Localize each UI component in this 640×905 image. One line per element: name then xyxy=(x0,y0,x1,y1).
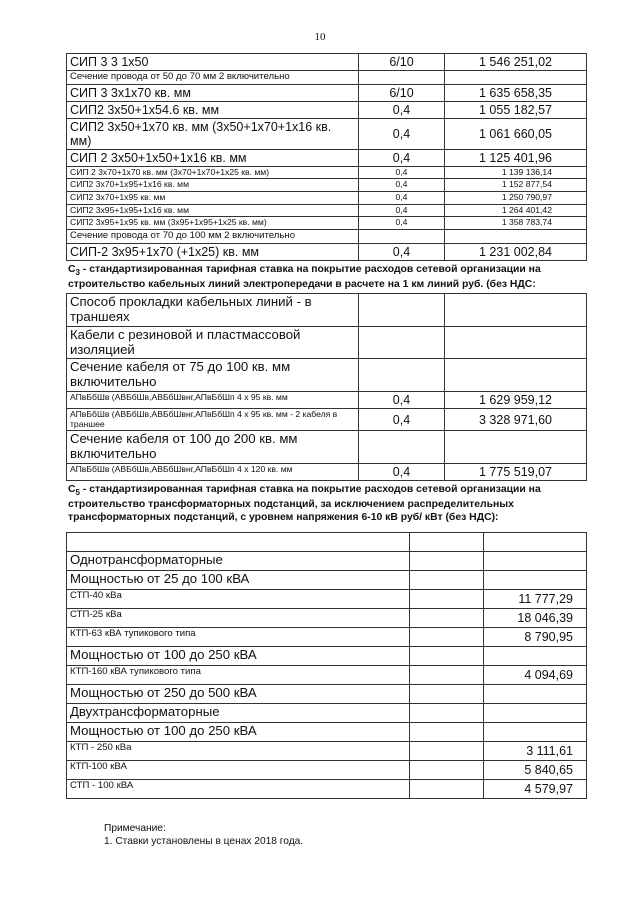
c3-text: - стандартизированная тарифная ставка на покрытие расходов сетевой организации на строительство кабельных линий электропередачи в расчете на 1 км линий руб. (без НДС: xyxy=(68,263,541,290)
item-name-cell: Мощностью от 250 до 500 кВА xyxy=(67,684,410,703)
voltage-cell xyxy=(359,359,445,392)
item-name-cell: Мощностью от 100 до 250 кВА xyxy=(67,722,410,741)
empty-cell xyxy=(410,665,484,684)
item-name-cell: КТП-63 кВА тупикового типа xyxy=(67,627,410,646)
price-cell xyxy=(484,532,587,551)
price-cell xyxy=(484,551,587,570)
price-cell: 1 231 002,84 xyxy=(445,243,587,260)
price-cell xyxy=(445,294,587,327)
price-cell xyxy=(484,703,587,722)
table-row xyxy=(67,391,587,408)
empty-cell xyxy=(410,684,484,703)
table-row xyxy=(67,326,587,359)
price-cell: 1 775 519,07 xyxy=(445,463,587,480)
table-row xyxy=(67,589,587,608)
item-name-cell: Двухтрансформаторные xyxy=(67,703,410,722)
item-name-cell: СТП-25 кВа xyxy=(67,608,410,627)
table-row xyxy=(67,294,587,327)
voltage-cell xyxy=(359,229,445,243)
table-row xyxy=(67,179,587,192)
item-name-cell: Сечение кабеля от 75 до 100 кв. мм включительно xyxy=(67,359,359,392)
voltage-cell: 0,4 xyxy=(359,243,445,260)
table-row xyxy=(67,722,587,741)
table-row xyxy=(67,779,587,798)
item-name-cell: СИП2 3х70+1х95+1х16 кв. мм xyxy=(67,179,359,192)
substation-table xyxy=(66,532,587,799)
table-row xyxy=(67,741,587,760)
item-name-cell: СИП 2 3х70+1х70 кв. мм (3х70+1х70+1х25 кв. мм) xyxy=(67,166,359,179)
empty-cell xyxy=(410,551,484,570)
empty-cell xyxy=(410,760,484,779)
price-cell: 4 579,97 xyxy=(484,779,587,798)
item-name-cell: СИП2 3х50+1х70 кв. мм (3х50+1х70+1х16 кв. мм) xyxy=(67,118,359,149)
item-name-cell: СИП-2 3х95+1х70 (+1х25) кв. мм xyxy=(67,243,359,260)
table-row xyxy=(67,54,587,71)
sip-wire-table xyxy=(66,53,587,261)
price-cell: 5 840,65 xyxy=(484,760,587,779)
empty-cell xyxy=(410,627,484,646)
footnote-title: Примечание: xyxy=(104,823,166,834)
price-cell: 1 546 251,02 xyxy=(445,54,587,71)
price-cell: 1 055 182,57 xyxy=(445,101,587,118)
empty-cell xyxy=(410,570,484,589)
table-row xyxy=(67,149,587,166)
table-row xyxy=(67,703,587,722)
table-row xyxy=(67,627,587,646)
table-row xyxy=(67,217,587,230)
empty-cell xyxy=(410,703,484,722)
table-row xyxy=(67,243,587,260)
c3-rate-description xyxy=(66,261,586,294)
price-cell: 1 152 877,54 xyxy=(445,179,587,192)
table-row xyxy=(67,359,587,392)
voltage-cell: 0,4 xyxy=(359,217,445,230)
empty-cell xyxy=(410,722,484,741)
page-number: 10 xyxy=(314,31,326,43)
empty-cell xyxy=(410,779,484,798)
price-cell: 1 358 783,74 xyxy=(445,217,587,230)
table-row xyxy=(67,204,587,217)
cable-line-table-body xyxy=(67,294,587,481)
c3-subscript: 3 xyxy=(75,267,80,277)
voltage-cell: 0,4 xyxy=(359,191,445,204)
item-name-cell: Кабели с резиновой и пластмассовой изоляцией xyxy=(67,326,359,359)
table-row xyxy=(67,431,587,464)
c5-symbol: С xyxy=(68,483,76,495)
price-cell xyxy=(445,326,587,359)
price-cell: 1 250 790,97 xyxy=(445,191,587,204)
price-cell xyxy=(484,684,587,703)
price-cell xyxy=(484,570,587,589)
item-name-cell: Мощностью от 25 до 100 кВА xyxy=(67,570,410,589)
voltage-cell xyxy=(359,431,445,464)
voltage-cell: 0,4 xyxy=(359,204,445,217)
item-name-cell: СТП - 100 кВА xyxy=(67,779,410,798)
table-row xyxy=(67,84,587,101)
item-name-cell: КТП-100 кВА xyxy=(67,760,410,779)
item-name-cell: КТП-160 кВА тупикового типа xyxy=(67,665,410,684)
table-row xyxy=(67,551,587,570)
item-name-cell: СИП 3 3х1х70 кв. мм xyxy=(67,84,359,101)
price-cell xyxy=(445,229,587,243)
item-name-cell: Сечение кабеля от 100 до 200 кв. мм включительно xyxy=(67,431,359,464)
price-cell: 1 264 401,42 xyxy=(445,204,587,217)
voltage-cell: 0,4 xyxy=(359,391,445,408)
voltage-cell: 0,4 xyxy=(359,408,445,430)
item-name-cell: Мощностью от 100 до 250 кВА xyxy=(67,646,410,665)
item-name-cell: СИП2 3х95+1х95 кв. мм (3х95+1х95+1х25 кв. мм) xyxy=(67,217,359,230)
substation-table-body xyxy=(67,532,587,798)
price-cell: 1 061 660,05 xyxy=(445,118,587,149)
price-cell: 3 111,61 xyxy=(484,741,587,760)
c3-symbol: С xyxy=(68,263,76,275)
price-cell: 1 629 959,12 xyxy=(445,391,587,408)
voltage-cell: 0,4 xyxy=(359,166,445,179)
price-cell xyxy=(445,359,587,392)
footnote xyxy=(104,822,303,849)
price-cell: 1 125 401,96 xyxy=(445,149,587,166)
voltage-cell: 0,4 xyxy=(359,118,445,149)
item-name-cell: КТП - 250 кВа xyxy=(67,741,410,760)
voltage-cell: 0,4 xyxy=(359,463,445,480)
item-name-cell: АПвБбШв (АВБбШв,АВБбШвнг,АПвБбШп 4 х 120 кв. мм xyxy=(67,463,359,480)
table-row xyxy=(67,166,587,179)
price-cell: 1 635 658,35 xyxy=(445,84,587,101)
table-row xyxy=(67,463,587,480)
price-cell xyxy=(484,722,587,741)
table-row xyxy=(67,118,587,149)
item-name-cell: СИП2 3х70+1х95 кв. мм xyxy=(67,191,359,204)
price-cell xyxy=(484,646,587,665)
item-name-cell: Сечение провода от 50 до 70 мм 2 включительно xyxy=(67,71,359,85)
empty-cell xyxy=(410,589,484,608)
item-name-cell: Сечение провода от 70 до 100 мм 2 включительно xyxy=(67,229,359,243)
section-note-row xyxy=(67,71,587,85)
item-name-cell: АПвБбШв (АВБбШв,АВБбШвнг,АПвБбШп 4 х 95 кв. мм xyxy=(67,391,359,408)
table-row xyxy=(67,684,587,703)
price-cell: 11 777,29 xyxy=(484,589,587,608)
empty-cell xyxy=(410,532,484,551)
price-cell: 8 790,95 xyxy=(484,627,587,646)
cable-line-table xyxy=(66,293,587,481)
price-cell: 18 046,39 xyxy=(484,608,587,627)
price-cell xyxy=(445,71,587,85)
table-row xyxy=(67,532,587,551)
table-row xyxy=(67,191,587,204)
voltage-cell: 0,4 xyxy=(359,149,445,166)
voltage-cell: 0,4 xyxy=(359,101,445,118)
item-name-cell: СИП2 3х50+1х54.6 кв. мм xyxy=(67,101,359,118)
table-row xyxy=(67,101,587,118)
table-row xyxy=(67,760,587,779)
c5-rate-description xyxy=(66,481,586,527)
item-name-cell: СИП 3 3 1х50 xyxy=(67,54,359,71)
item-name-cell: СИП 2 3х50+1х50+1х16 кв. мм xyxy=(67,149,359,166)
item-name-cell: СТП-40 кВа xyxy=(67,589,410,608)
item-name-cell: Однотрансформаторные xyxy=(67,551,410,570)
item-name-cell xyxy=(67,532,410,551)
item-name-cell: СИП2 3х95+1х95+1х16 кв. мм xyxy=(67,204,359,217)
item-name-cell: АПвБбШв (АВБбШв,АВБбШвнг,АПвБбШп 4 х 95 кв. мм - 2 кабеля в траншее xyxy=(67,408,359,430)
empty-cell xyxy=(410,646,484,665)
empty-cell xyxy=(410,741,484,760)
sip-wire-table-body xyxy=(67,54,587,261)
voltage-cell xyxy=(359,294,445,327)
voltage-cell xyxy=(359,71,445,85)
c5-subscript: 5 xyxy=(75,487,80,497)
price-cell xyxy=(445,431,587,464)
table-row xyxy=(67,570,587,589)
section-note-row xyxy=(67,229,587,243)
item-name-cell: Способ прокладки кабельных линий - в траншеях xyxy=(67,294,359,327)
empty-cell xyxy=(410,608,484,627)
table-row xyxy=(67,646,587,665)
price-cell: 4 094,69 xyxy=(484,665,587,684)
tariff-sheet xyxy=(66,53,586,799)
voltage-cell xyxy=(359,326,445,359)
table-row xyxy=(67,608,587,627)
price-cell: 1 139 136,14 xyxy=(445,166,587,179)
table-row xyxy=(67,665,587,684)
voltage-cell: 6/10 xyxy=(359,84,445,101)
price-cell: 3 328 971,60 xyxy=(445,408,587,430)
table-row xyxy=(67,408,587,430)
voltage-cell: 6/10 xyxy=(359,54,445,71)
voltage-cell: 0,4 xyxy=(359,179,445,192)
c5-text: - стандартизированная тарифная ставка на покрытие расходов сетевой организации на строительство трансформаторных подстанций, за исключением распределительных трансформаторных подстанций, с уровнем напряжения 6-10 кВ руб/ кВт (без НДС): xyxy=(68,483,541,524)
footnote-line: 1. Ставки установлены в ценах 2018 года. xyxy=(104,836,304,848)
